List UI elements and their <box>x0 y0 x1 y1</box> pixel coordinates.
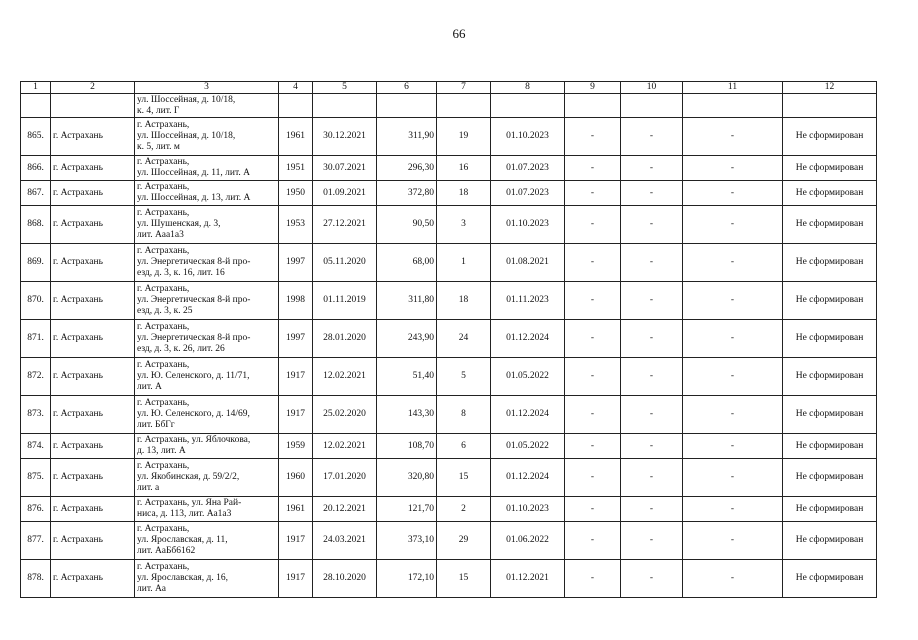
date-cell: 27.12.2021 <box>313 206 377 244</box>
column-header: 2 <box>51 82 135 94</box>
address-cell <box>135 459 279 497</box>
area-cell: 243,90 <box>377 320 437 358</box>
row-number <box>21 94 51 118</box>
status-cell: Не сформирован <box>783 497 877 522</box>
column-header: 8 <box>491 82 565 94</box>
city-cell: г. Астрахань <box>51 156 135 181</box>
date-cell: 25.02.2020 <box>313 396 377 434</box>
column-header: 3 <box>135 82 279 94</box>
year-cell: 1917 <box>279 396 313 434</box>
year-cell: 1961 <box>279 118 313 156</box>
address-cell <box>135 358 279 396</box>
column-number-row <box>21 82 877 94</box>
col9-cell: - <box>565 282 621 320</box>
page-number: 66 <box>452 26 466 41</box>
status-cell: Не сформирован <box>783 459 877 497</box>
col11-cell: - <box>683 358 783 396</box>
count-cell: 18 <box>437 282 491 320</box>
city-cell: г. Астрахань <box>51 118 135 156</box>
address-line: ул. Шоссейная, д. 10/18, <box>137 94 236 105</box>
address-line: г. Астрахань, ул. Яна Рай- <box>137 498 242 508</box>
col10-cell: - <box>621 320 683 358</box>
col9-cell: - <box>565 320 621 358</box>
count-cell <box>437 94 491 118</box>
col9-cell: - <box>565 118 621 156</box>
area-cell: 108,70 <box>377 434 437 459</box>
planned-date-cell: 01.12.2024 <box>491 459 565 497</box>
col11-cell: - <box>683 320 783 358</box>
year-cell: 1959 <box>279 434 313 459</box>
planned-date-cell: 01.05.2022 <box>491 358 565 396</box>
city-cell: г. Астрахань <box>51 434 135 459</box>
address-cell <box>135 181 279 206</box>
address-cell <box>135 396 279 434</box>
status-cell: Не сформирован <box>783 522 877 560</box>
area-cell: 143,30 <box>377 396 437 434</box>
col11-cell: - <box>683 396 783 434</box>
col9-cell: - <box>565 560 621 598</box>
col10-cell: - <box>621 396 683 434</box>
col11-cell: - <box>683 522 783 560</box>
column-header: 5 <box>313 82 377 94</box>
col9-cell: - <box>565 434 621 459</box>
date-cell: 01.11.2019 <box>313 282 377 320</box>
table-row <box>21 459 877 497</box>
city-cell: г. Астрахань <box>51 396 135 434</box>
col9-cell: - <box>565 156 621 181</box>
address-line: езд, д. 3, к. 16, лит. 16 <box>137 268 225 278</box>
area-cell: 121,70 <box>377 497 437 522</box>
col10-cell: - <box>621 118 683 156</box>
col11-cell: - <box>683 181 783 206</box>
address-line: г. Астрахань, <box>137 246 190 256</box>
date-cell: 24.03.2021 <box>313 522 377 560</box>
col11-cell: - <box>683 118 783 156</box>
row-number: 878. <box>21 560 51 598</box>
address-line: г. Астрахань, ул. Яблочкова, <box>137 435 251 445</box>
address-line: лит. Ааа1а3 <box>137 230 184 240</box>
count-cell: 16 <box>437 156 491 181</box>
area-cell: 311,90 <box>377 118 437 156</box>
count-cell: 19 <box>437 118 491 156</box>
planned-date-cell: 01.12.2021 <box>491 560 565 598</box>
table-row <box>21 320 877 358</box>
col11-cell: - <box>683 560 783 598</box>
count-cell: 8 <box>437 396 491 434</box>
address-line: ул. Шоссейная, д. 10/18, <box>137 131 236 141</box>
address-cell <box>135 118 279 156</box>
address-line: г. Астрахань, <box>137 157 190 167</box>
planned-date-cell <box>491 94 565 118</box>
address-line: г. Астрахань, <box>137 360 190 370</box>
address-cell <box>135 497 279 522</box>
row-number: 871. <box>21 320 51 358</box>
address-cell <box>135 206 279 244</box>
table-row <box>21 434 877 459</box>
area-cell: 68,00 <box>377 244 437 282</box>
count-cell: 3 <box>437 206 491 244</box>
planned-date-cell: 01.06.2022 <box>491 522 565 560</box>
year-cell: 1917 <box>279 522 313 560</box>
col11-cell: - <box>683 497 783 522</box>
status-cell: Не сформирован <box>783 181 877 206</box>
city-cell: г. Астрахань <box>51 244 135 282</box>
table-row <box>21 560 877 598</box>
address-line: к. 4, лит. Г <box>137 105 180 116</box>
row-number: 867. <box>21 181 51 206</box>
year-cell <box>279 94 313 118</box>
area-cell: 51,40 <box>377 358 437 396</box>
address-line: лит. а <box>137 483 160 493</box>
address-line: лит. АаБб6162 <box>137 546 196 556</box>
address-cell <box>135 320 279 358</box>
col9-cell: - <box>565 497 621 522</box>
address-line: ул. Ярославская, д. 16, <box>137 573 228 583</box>
status-cell: Не сформирован <box>783 434 877 459</box>
count-cell: 2 <box>437 497 491 522</box>
date-cell: 05.11.2020 <box>313 244 377 282</box>
date-cell: 17.01.2020 <box>313 459 377 497</box>
col10-cell <box>621 94 683 118</box>
date-cell: 30.07.2021 <box>313 156 377 181</box>
address-line: г. Астрахань, <box>137 322 190 332</box>
date-cell: 28.10.2020 <box>313 560 377 598</box>
address-line: г. Астрахань, <box>137 461 190 471</box>
column-header: 11 <box>683 82 783 94</box>
address-line: езд, д. 3, к. 25 <box>137 306 193 316</box>
col9-cell: - <box>565 358 621 396</box>
address-line: ул. Энергетическая 8-й про- <box>137 295 251 305</box>
col10-cell: - <box>621 522 683 560</box>
year-cell: 1917 <box>279 358 313 396</box>
address-line: г. Астрахань, <box>137 562 190 572</box>
col10-cell: - <box>621 497 683 522</box>
col9-cell: - <box>565 244 621 282</box>
address-line: г. Астрахань, <box>137 524 190 534</box>
table-row <box>21 522 877 560</box>
area-cell: 296,30 <box>377 156 437 181</box>
area-cell: 90,50 <box>377 206 437 244</box>
city-cell: г. Астрахань <box>51 560 135 598</box>
row-number: 876. <box>21 497 51 522</box>
table-row <box>21 396 877 434</box>
address-cell <box>135 522 279 560</box>
date-cell: 20.12.2021 <box>313 497 377 522</box>
status-cell <box>783 94 877 118</box>
col9-cell: - <box>565 522 621 560</box>
count-cell: 29 <box>437 522 491 560</box>
row-number: 875. <box>21 459 51 497</box>
count-cell: 15 <box>437 459 491 497</box>
address-line: лит. А <box>137 382 162 392</box>
col10-cell: - <box>621 206 683 244</box>
status-cell: Не сформирован <box>783 118 877 156</box>
address-line: г. Астрахань, <box>137 182 190 192</box>
row-number: 870. <box>21 282 51 320</box>
year-cell: 1917 <box>279 560 313 598</box>
year-cell: 1997 <box>279 320 313 358</box>
date-cell: 30.12.2021 <box>313 118 377 156</box>
planned-date-cell: 01.10.2023 <box>491 118 565 156</box>
address-cell <box>135 156 279 181</box>
address-line: ул. Энергетическая 8-й про- <box>137 333 251 343</box>
col11-cell: - <box>683 434 783 459</box>
city-cell: г. Астрахань <box>51 522 135 560</box>
area-cell: 372,80 <box>377 181 437 206</box>
address-line: ул. Ю. Селенского, д. 11/71, <box>137 371 250 381</box>
table-row <box>21 156 877 181</box>
planned-date-cell: 01.10.2023 <box>491 497 565 522</box>
planned-date-cell: 01.07.2023 <box>491 156 565 181</box>
year-cell: 1950 <box>279 181 313 206</box>
housing-register-table <box>20 81 877 598</box>
address-line: г. Астрахань, <box>137 208 190 218</box>
address-line: г. Астрахань, <box>137 284 190 294</box>
date-cell: 01.09.2021 <box>313 181 377 206</box>
col9-cell <box>565 94 621 118</box>
planned-date-cell: 01.10.2023 <box>491 206 565 244</box>
table-row <box>21 181 877 206</box>
col10-cell: - <box>621 358 683 396</box>
table-row <box>21 94 877 118</box>
table-row <box>21 497 877 522</box>
address-cell <box>135 94 279 118</box>
column-header: 12 <box>783 82 877 94</box>
address-line: ул. Якобинская, д. 59/2/2, <box>137 472 240 482</box>
date-cell <box>313 94 377 118</box>
row-number: 872. <box>21 358 51 396</box>
row-number: 868. <box>21 206 51 244</box>
year-cell: 1953 <box>279 206 313 244</box>
address-line: ниса, д. 113, лит. Аа1а3 <box>137 509 232 519</box>
planned-date-cell: 01.07.2023 <box>491 181 565 206</box>
column-header: 9 <box>565 82 621 94</box>
address-line: г. Астрахань, <box>137 398 190 408</box>
col9-cell: - <box>565 396 621 434</box>
status-cell: Не сформирован <box>783 358 877 396</box>
status-cell: Не сформирован <box>783 396 877 434</box>
count-cell: 1 <box>437 244 491 282</box>
address-line: ул. Шоссейная, д. 11, лит. А <box>137 168 251 178</box>
address-cell <box>135 282 279 320</box>
col11-cell: - <box>683 459 783 497</box>
table-row <box>21 282 877 320</box>
status-cell: Не сформирован <box>783 560 877 598</box>
address-line: ул. Энергетическая 8-й про- <box>137 257 251 267</box>
address-cell <box>135 244 279 282</box>
col9-cell: - <box>565 181 621 206</box>
col11-cell <box>683 94 783 118</box>
address-line: ул. Шушенская, д. 3, <box>137 219 221 229</box>
row-number: 877. <box>21 522 51 560</box>
planned-date-cell: 01.12.2024 <box>491 320 565 358</box>
address-line: к. 5, лит. м <box>137 142 180 152</box>
column-header: 7 <box>437 82 491 94</box>
city-cell: г. Астрахань <box>51 459 135 497</box>
date-cell: 12.02.2021 <box>313 434 377 459</box>
area-cell: 320,80 <box>377 459 437 497</box>
planned-date-cell: 01.08.2021 <box>491 244 565 282</box>
address-cell <box>135 560 279 598</box>
col10-cell: - <box>621 156 683 181</box>
row-number: 865. <box>21 118 51 156</box>
address-cell <box>135 434 279 459</box>
row-number: 874. <box>21 434 51 459</box>
count-cell: 24 <box>437 320 491 358</box>
table-row <box>21 118 877 156</box>
col9-cell: - <box>565 459 621 497</box>
city-cell: г. Астрахань <box>51 181 135 206</box>
col10-cell: - <box>621 282 683 320</box>
city-cell: г. Астрахань <box>51 497 135 522</box>
city-cell: г. Астрахань <box>51 358 135 396</box>
area-cell: 311,80 <box>377 282 437 320</box>
address-line: г. Астрахань, <box>137 120 190 130</box>
col11-cell: - <box>683 206 783 244</box>
date-cell: 12.02.2021 <box>313 358 377 396</box>
planned-date-cell: 01.05.2022 <box>491 434 565 459</box>
status-cell: Не сформирован <box>783 206 877 244</box>
address-line: лит. Аа <box>137 584 166 594</box>
status-cell: Не сформирован <box>783 320 877 358</box>
table-row <box>21 244 877 282</box>
count-cell: 18 <box>437 181 491 206</box>
city-cell: г. Астрахань <box>51 282 135 320</box>
city-cell <box>51 94 135 118</box>
column-header: 4 <box>279 82 313 94</box>
year-cell: 1951 <box>279 156 313 181</box>
count-cell: 6 <box>437 434 491 459</box>
col11-cell: - <box>683 244 783 282</box>
address-line: езд, д. 3, к. 26, лит. 26 <box>137 344 225 354</box>
area-cell <box>377 94 437 118</box>
address-line: лит. БбГг <box>137 420 175 430</box>
address-line: ул. Шоссейная, д. 13, лит. А <box>137 193 251 203</box>
column-header: 10 <box>621 82 683 94</box>
col10-cell: - <box>621 244 683 282</box>
row-number: 866. <box>21 156 51 181</box>
col11-cell: - <box>683 282 783 320</box>
row-number: 873. <box>21 396 51 434</box>
status-cell: Не сформирован <box>783 282 877 320</box>
year-cell: 1998 <box>279 282 313 320</box>
col10-cell: - <box>621 434 683 459</box>
year-cell: 1997 <box>279 244 313 282</box>
address-line: ул. Ю. Селенского, д. 14/69, <box>137 409 250 419</box>
row-number: 869. <box>21 244 51 282</box>
city-cell: г. Астрахань <box>51 206 135 244</box>
table-row <box>21 358 877 396</box>
column-header: 6 <box>377 82 437 94</box>
year-cell: 1961 <box>279 497 313 522</box>
count-cell: 15 <box>437 560 491 598</box>
count-cell: 5 <box>437 358 491 396</box>
status-cell: Не сформирован <box>783 244 877 282</box>
status-cell: Не сформирован <box>783 156 877 181</box>
col9-cell: - <box>565 206 621 244</box>
col10-cell: - <box>621 181 683 206</box>
column-header: 1 <box>21 82 51 94</box>
col10-cell: - <box>621 459 683 497</box>
area-cell: 172,10 <box>377 560 437 598</box>
col10-cell: - <box>621 560 683 598</box>
city-cell: г. Астрахань <box>51 320 135 358</box>
col11-cell: - <box>683 156 783 181</box>
planned-date-cell: 01.12.2024 <box>491 396 565 434</box>
address-line: ул. Ярославская, д. 11, <box>137 535 228 545</box>
year-cell: 1960 <box>279 459 313 497</box>
address-line: д. 13, лит. А <box>137 446 186 456</box>
area-cell: 373,10 <box>377 522 437 560</box>
date-cell: 28.01.2020 <box>313 320 377 358</box>
table-row <box>21 206 877 244</box>
planned-date-cell: 01.11.2023 <box>491 282 565 320</box>
